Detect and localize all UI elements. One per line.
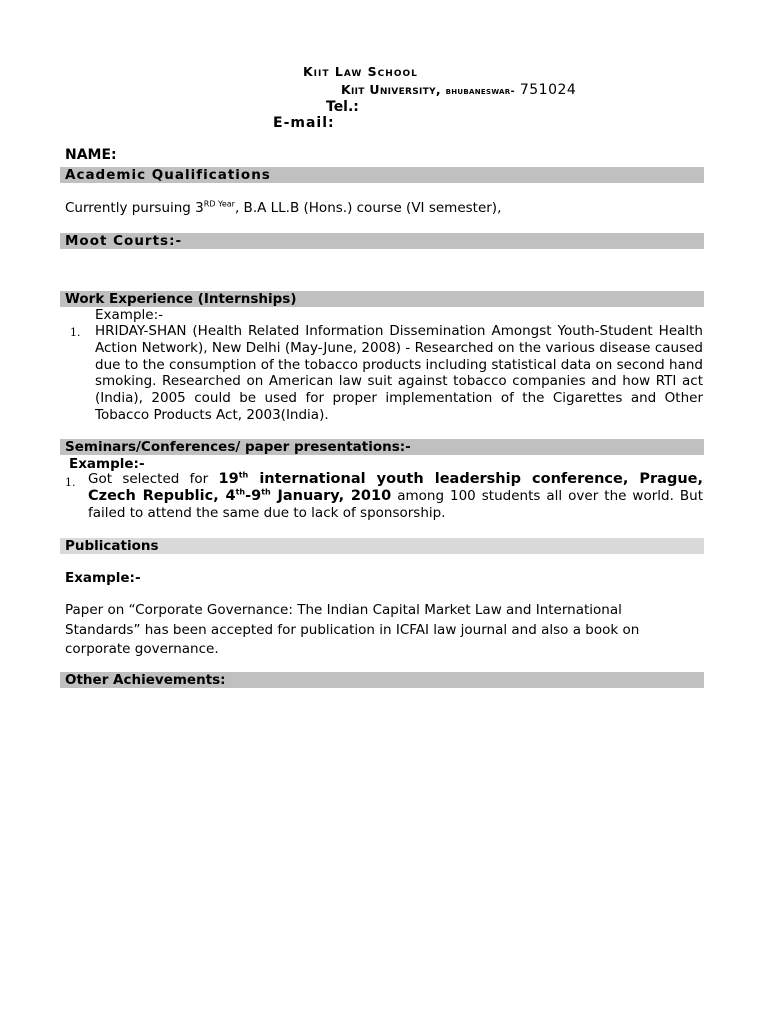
moot-heading: Moot Courts:- (65, 233, 183, 249)
city-name: bhubaneswar- (445, 86, 515, 97)
seminars-item-text: Got selected for 19th international youth leadership conference, Prague, Czech Republic, 4th-9th January, 2010 among 100 students all over the world. But failed to attend the same due to lack of sponsorship. (88, 470, 704, 521)
work-heading: Work Experience (Internships) (65, 291, 297, 307)
seminars-heading: Seminars/Conferences/ paper presentations:- (65, 439, 411, 455)
email-label: E-mail: (273, 115, 335, 131)
work-item-text: HRIDAY-SHAN (Health Related Information Dissemination Amongst Youth-Student Health Action Network), New Delhi (May-June, 2008) - Researched on the various disease caused due to the consumption of the tobacco products including statistical data on second hand smoking. Researched on American law suit against tobacco companies and how RTI act (India), 2005 could be used for proper implementation of the Cigarettes and Other Tobacco Products Act, 2003(India). (95, 323, 703, 423)
name-label: NAME: (65, 147, 117, 163)
achievements-heading: Other Achievements: (65, 672, 226, 688)
publications-heading: Publications (65, 538, 159, 554)
seminars-heading-bar (60, 439, 704, 455)
work-item-number: 1. (70, 326, 81, 339)
achievements-heading-bar (60, 672, 704, 688)
academic-text: Currently pursuing $3^{RD Year}$, B.A LL.B (Hons.) course (VI semester), (65, 199, 502, 216)
academic-heading-bar (60, 167, 704, 183)
work-example-label: Example:- (95, 307, 163, 323)
publications-example-label: Example:- (65, 570, 141, 586)
school-name: Kiit Law School (303, 64, 418, 79)
publications-text: Paper on “Corporate Governance: The Indian Capital Market Law and International Standards” has been accepted for publication in ICFAI law journal and also a book on corporate governance. (65, 602, 640, 657)
publications-heading-bar (60, 538, 704, 554)
work-heading-bar (60, 291, 704, 307)
moot-heading-bar (60, 233, 704, 249)
seminars-item-number: 1. (65, 476, 76, 489)
tel-label: Tel.: (326, 99, 359, 115)
pin-code: 751024 (514, 82, 577, 98)
academic-heading: Academic Qualifications (65, 167, 271, 183)
seminars-example-label: Example:- (69, 456, 145, 472)
university-line (341, 82, 576, 98)
year-superscript: RD Year (203, 199, 235, 209)
university-name: Kiit University, (341, 82, 446, 97)
